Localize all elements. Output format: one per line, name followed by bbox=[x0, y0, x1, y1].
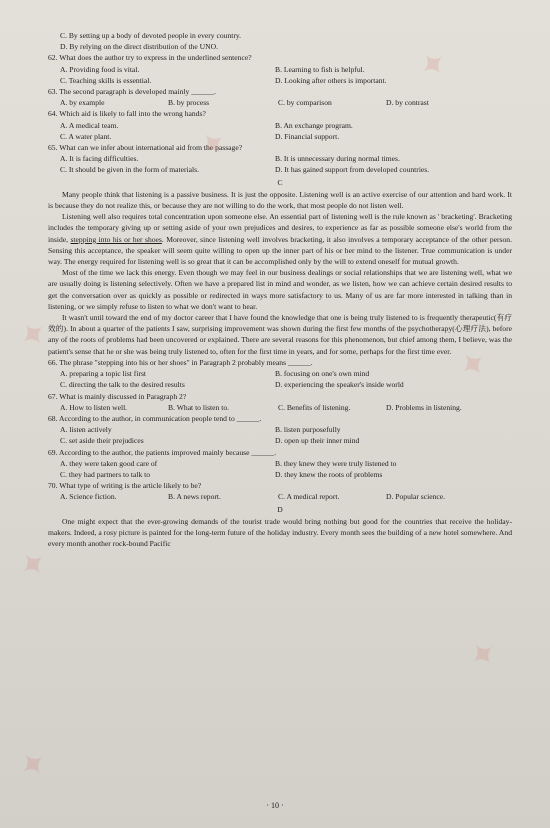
paragraph-2 bbox=[48, 211, 512, 267]
answer-option: C. Benefits of listening. bbox=[278, 402, 351, 412]
answer-options bbox=[48, 120, 512, 142]
watermark-logo: ✦ bbox=[190, 120, 238, 170]
answer-option: A. A medical team. bbox=[60, 120, 119, 130]
answer-option: D. by contrast bbox=[386, 98, 429, 108]
question-stem: 68. According to the author, in communication people tend to ______. bbox=[48, 413, 262, 423]
paragraph-d: One might expect that the ever-growing demands of the tourist trade would bring nothing but good for the countries that receive the holiday-makers. Indeed, a rosy picture is painted for the long-term future of the holiday industry. Every month sees the building of a new hotel somewhere. And every month another rock-bound Pacific bbox=[48, 516, 512, 549]
answer-option: B. by process bbox=[168, 98, 210, 108]
answer-option: A. listen actively bbox=[60, 425, 112, 435]
answer-option: C. It should be given in the form of materials. bbox=[60, 165, 199, 175]
answer-options bbox=[48, 64, 512, 86]
answer-option: B. An exchange program. bbox=[275, 120, 353, 130]
top-option-c: C. By setting up a body of devoted people in every country. bbox=[60, 31, 242, 40]
question-stem: 66. The phrase "stepping into his or her shoes" in Paragraph 2 probably means ______. bbox=[48, 357, 313, 367]
question-stem: 65. What can we infer about international aid from the passage? bbox=[48, 143, 243, 153]
answer-options bbox=[48, 424, 512, 446]
answer-option: D. experiencing the speaker's inside world bbox=[275, 380, 404, 390]
question-stem: 63. The second paragraph is developed mainly ______. bbox=[48, 87, 216, 97]
answer-options bbox=[48, 491, 512, 502]
answer-option: D. Looking after others is important. bbox=[275, 75, 387, 85]
answer-option: D. Problems in listening. bbox=[386, 402, 462, 412]
answer-option: A. How to listen well. bbox=[60, 402, 128, 412]
answer-option: B. listen purposefully bbox=[275, 425, 341, 435]
answer-option: B. they knew they were truly listened to bbox=[275, 458, 397, 468]
watermark-logo: ✦ bbox=[450, 340, 498, 390]
watermark-logo: ✦ bbox=[10, 540, 58, 590]
answer-option: C. they had partners to talk to bbox=[60, 469, 151, 479]
answer-option: D. they knew the roots of problems bbox=[275, 469, 383, 479]
answer-options bbox=[48, 97, 512, 108]
question-stem: 70. What type of writing is the article likely to be? bbox=[48, 481, 202, 491]
paragraph-4: It wasn't until toward the end of my doctor career that I have found the knowledge that one is being truly listened to is frequently therapeutic(有疗效的). In about a quarter of the patients I saw, surprising improvement was shown during the first few months of the psychotherapy(心理疗法), before any of the roots of problems had been uncovered or explained. There are several reasons for this phenomenon, but chief among them, I believe, was the patient's sense that he or she was being truly listened to, often for the first time in years, and for some, perhaps for the first time ever. bbox=[48, 313, 512, 356]
underlined-phrase: stepping into his or her shoes bbox=[70, 234, 162, 244]
answer-option: C. directing the talk to the desired results bbox=[60, 380, 185, 390]
passage-letter-d: D bbox=[277, 504, 283, 514]
paragraph-2-end: . Moreover, since listening well involves bracketing, it also involves a temporary acceptance of the other person. Sensing this acceptance, the speaker will seem quite willing to open up the inner part of his or her mind to the listener. True communication is under way. The energy required for listening well is so great that it can be accomplished only by the will to extend oneself for mutual growth. bbox=[48, 234, 513, 267]
questions-66-70 bbox=[48, 357, 512, 503]
answer-option: B. What to listen to. bbox=[168, 402, 230, 412]
question-stem: 62. What does the author try to express in the underlined sentence? bbox=[48, 53, 252, 63]
answer-options bbox=[48, 402, 512, 413]
answer-option: A. It is facing difficulties. bbox=[60, 154, 139, 164]
answer-option: C. Teaching skills is essential. bbox=[60, 75, 152, 85]
answer-option: D. Financial support. bbox=[275, 131, 340, 141]
answer-option: A. Science fiction. bbox=[60, 492, 117, 502]
answer-options bbox=[48, 458, 512, 480]
page-number: · 10 · bbox=[266, 801, 284, 810]
answer-option: A. they were taken good care of bbox=[60, 458, 158, 468]
paragraph-3: Most of the time we lack this energy. Even though we may feel in our business dealings or social relationships that we are listening well, what we are usually doing is listening selectively. Often we have a prepared list in mind and wonder, as we listen, how we can achieve certain desired results to get the conversation over as quickly as possible or redirected in ways more satisfactory to us. Many of us are far more interested in talking than in listening, or we simply refuse to listen to what we don't want to hear. bbox=[48, 268, 512, 311]
watermark-logo: ✦ bbox=[10, 310, 58, 360]
top-option-d: D. By relying on the direct distribution of the UNO. bbox=[60, 42, 218, 52]
answer-options bbox=[48, 368, 512, 390]
answer-option: D. It has gained support from developed countries. bbox=[275, 165, 430, 175]
answer-option: A. preparing a topic list first bbox=[60, 369, 147, 379]
passage-letter-c: C bbox=[277, 177, 283, 187]
answer-option: C. by comparison bbox=[278, 98, 332, 108]
question-stem: 67. What is mainly discussed in Paragraph 2? bbox=[48, 391, 187, 401]
answer-option: B. It is unnecessary during normal times. bbox=[275, 154, 400, 164]
watermark-logo: ✦ bbox=[460, 630, 508, 680]
answer-options bbox=[48, 153, 512, 175]
paragraph-2-start: Listening well also requires total concentration upon someone else. An essential part of listening well is the rule known as ' bracketing'. Bracketing includes the temporary giving up or setting aside of your own prejudices and desires, to experience as far as possible someone else's world from the inside, bbox=[48, 212, 512, 244]
answer-option: A. Providing food is vital. bbox=[60, 64, 140, 74]
answer-option: B. Learning to fish is helpful. bbox=[275, 64, 365, 74]
question-stem: 64. Which aid is likely to fall into the wrong hands? bbox=[48, 109, 206, 119]
question-stem: 69. According to the author, the patients improved mainly because ______. bbox=[48, 447, 277, 457]
answer-option: D. open up their inner mind bbox=[275, 436, 360, 446]
answer-option: A. by example bbox=[60, 98, 105, 108]
watermark-logo: ✦ bbox=[10, 740, 58, 790]
answer-option: B. focusing on one's own mind bbox=[275, 369, 370, 379]
watermark-logo: ✦ bbox=[410, 40, 458, 90]
answer-option: C. set aside their prejudices bbox=[60, 436, 144, 446]
paragraph-1: Many people think that listening is a passive business. It is just the opposite. Listening well is an active exercise of our attention and hard work. It is because they do not realize this, or because they are not willing to do the work, that most people do not listen well. bbox=[48, 189, 512, 211]
answer-option: C. A medical report. bbox=[278, 492, 340, 502]
answer-option: C. A water plant. bbox=[60, 131, 112, 141]
answer-option: B. A news report. bbox=[168, 492, 221, 502]
answer-option: D. Popular science. bbox=[386, 492, 446, 502]
